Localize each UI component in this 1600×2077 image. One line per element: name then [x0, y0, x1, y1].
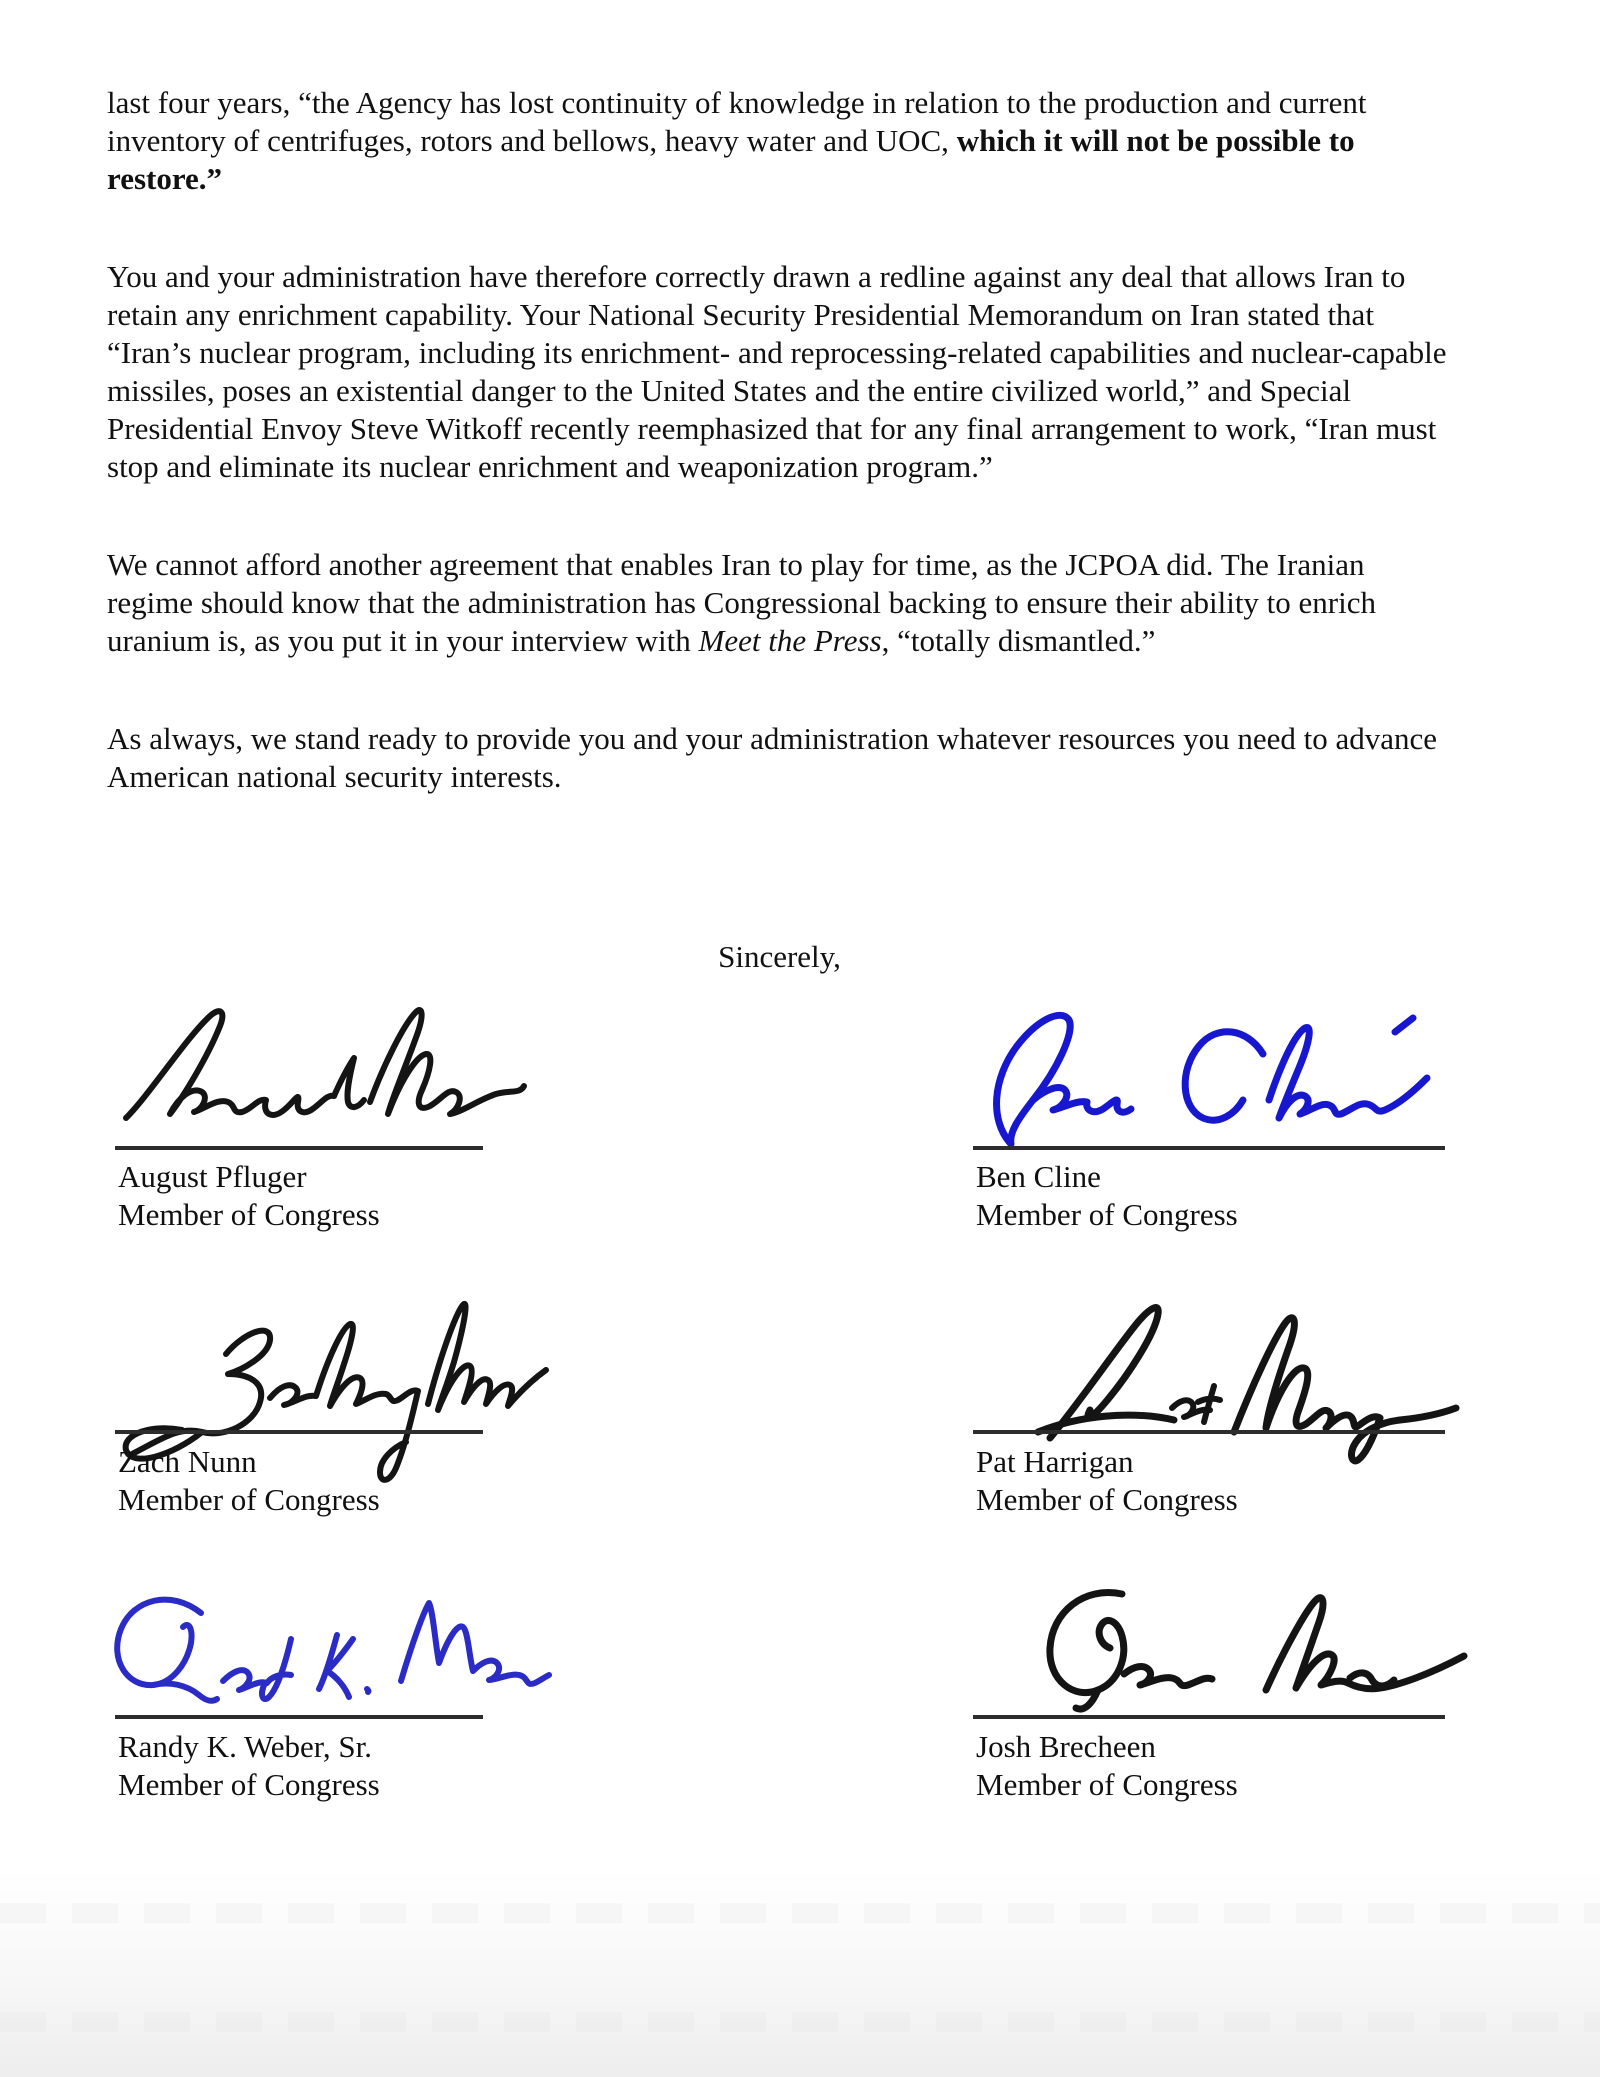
paragraph-4 — [107, 720, 1452, 796]
paragraph-3-italic-text: Meet the Press — [698, 623, 882, 658]
signature-august-pfluger — [112, 998, 532, 1148]
paragraph-1-bold-text: which it will not be possible to restore.” — [107, 123, 1355, 196]
page-bottom-fade — [0, 1867, 1600, 2077]
signature-line-zach-nunn — [115, 1430, 483, 1434]
signer-title: Member of Congress — [118, 1767, 380, 1802]
signer-name: Pat Harrigan — [976, 1444, 1134, 1479]
signer-block-ben-cline — [976, 1158, 1238, 1234]
paragraph-1 — [107, 84, 1452, 198]
signer-name: Ben Cline — [976, 1159, 1101, 1194]
paragraph-4-text: As always, we stand ready to provide you and your administration whatever resources you need to advance American national security interests. — [107, 721, 1438, 794]
paragraph-2 — [107, 258, 1452, 486]
page-bottom-perforation-top — [0, 1903, 1600, 1923]
signature-line-randy-weber — [115, 1715, 483, 1719]
signer-block-august-pfluger — [118, 1158, 380, 1234]
paragraph-3-text-end: , “totally dismantled.” — [881, 623, 1156, 658]
signer-title: Member of Congress — [976, 1482, 1238, 1517]
signature-ben-cline — [975, 1002, 1435, 1162]
paragraph-2-text: You and your administration have therefore correctly drawn a redline against any deal that allows Iran to retain any enrichment capability. Your National Security Presidential Memorandum on Iran stated that “Iran’s nuclear program, including its enrichment- and reprocessing-related capabilities and nuclear-capable missiles, poses an existential danger to the United States and the entire civilized world,” and Special Presidential Envoy Steve Witkoff recently reemphasized that for any final arrangement to work, “Iran must stop and eliminate its nuclear enrichment and weaponization program.” — [107, 259, 1447, 484]
paragraph-3-text: We cannot afford another agreement that enables Iran to play for time, as the JCPOA did. The Iranian regime should know that the administration has Congressional backing to ensure their ability to enrich uranium is, as you put it in your interview with — [107, 547, 1377, 658]
signature-line-pat-harrigan — [973, 1430, 1445, 1434]
signer-name: Zach Nunn — [118, 1444, 257, 1479]
signature-randy-weber — [105, 1585, 545, 1715]
paragraph-3 — [107, 546, 1452, 660]
page-bottom-perforation-bottom — [0, 2012, 1600, 2032]
closing-sincerely: Sincerely, — [718, 939, 841, 974]
paragraph-1-text: last four years, “the Agency has lost continuity of knowledge in relation to the production and current inventory of centrifuges, rotors and bellows, heavy water and UOC, — [107, 85, 1367, 158]
signer-block-randy-weber — [118, 1728, 380, 1804]
letter-body — [107, 84, 1452, 856]
signer-title: Member of Congress — [976, 1767, 1238, 1802]
signer-block-pat-harrigan — [976, 1443, 1238, 1519]
signature-line-august-pfluger — [115, 1146, 483, 1150]
signer-title: Member of Congress — [118, 1482, 380, 1517]
signer-title: Member of Congress — [118, 1197, 380, 1232]
signer-name: August Pfluger — [118, 1159, 307, 1194]
signature-line-ben-cline — [973, 1146, 1445, 1150]
signer-block-josh-brecheen — [976, 1728, 1238, 1804]
signer-block-zach-nunn — [118, 1443, 380, 1519]
signature-line-josh-brecheen — [973, 1715, 1445, 1719]
signer-title: Member of Congress — [976, 1197, 1238, 1232]
signature-josh-brecheen — [1020, 1578, 1470, 1728]
signer-name: Randy K. Weber, Sr. — [118, 1729, 372, 1764]
signer-name: Josh Brecheen — [976, 1729, 1156, 1764]
